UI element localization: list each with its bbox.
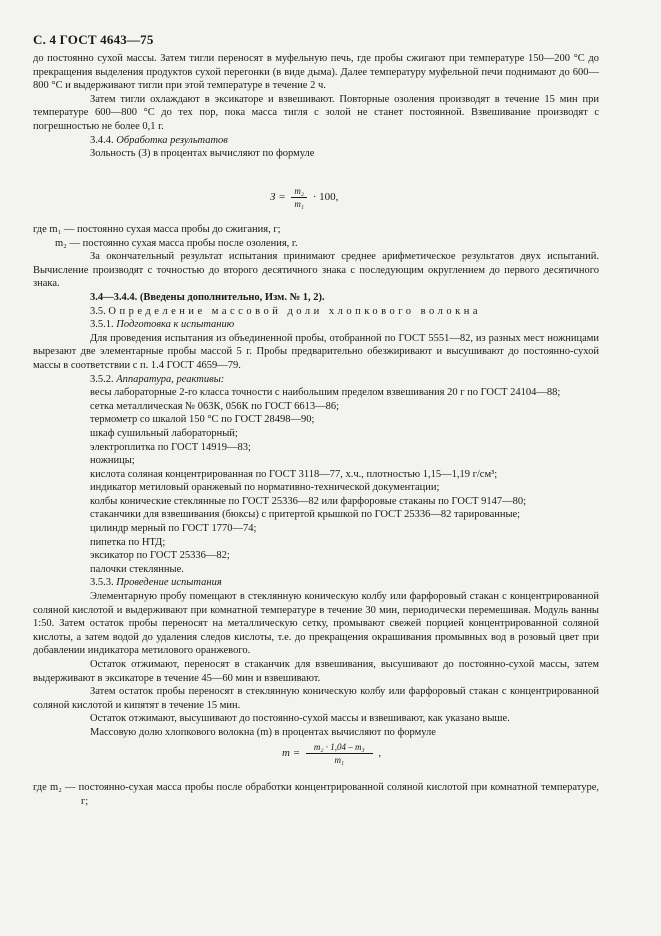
equipment-scales: весы лабораторные 2-го класса точности с наибольшим пределом взвешивания 20 г по ГОСТ 24104—88; [90, 387, 561, 399]
formula-fiber [282, 742, 381, 765]
equipment-item: шкаф сушильный лабораторный; [90, 427, 238, 439]
equipment-item: колбы конические стеклянные по ГОСТ 25336—82 или фарфоровые стаканы по ГОСТ 9147—80; [90, 495, 527, 507]
equipment-item: цилиндр мерный по ГОСТ 1770—74; [90, 523, 257, 535]
equipment-item: стаканчики для взвешивания (бюксы) с притертой крышкой по ГОСТ 25336—82 тарированные; [90, 509, 521, 521]
section-title: Аппаратура, реактивы: [116, 373, 225, 385]
equipment-item: электроплитка по ГОСТ 14919—83; [90, 441, 251, 453]
paragraph-squeeze-2: Остаток отжимают, высушивают до постоянно-сухой массы и взвешивают, как указано выше. [90, 713, 510, 725]
paragraph-fiber-intro: Массовую долю хлопкового волокна (m) в процентах вычисляют по формуле [90, 726, 436, 738]
section-number: 3.5.3. [90, 577, 114, 589]
where-m2: m₂ — постоянно сухая масса пробы после озоления, г. [55, 237, 298, 249]
top-block [33, 52, 599, 161]
section-3-5-2 [33, 373, 599, 387]
section-number: 3.5.1. [90, 319, 114, 331]
section-title: Обработка результатов [116, 134, 228, 146]
where-m1: где m₁ — постоянно сухая масса пробы до сжигания, г; [33, 224, 281, 235]
formula-numerator: m₂ · 1,04 – m₃ [306, 742, 373, 754]
section-number: 3.5. [90, 305, 106, 317]
formula-fraction [291, 186, 307, 209]
paragraph-procedure: Элементарную пробу помещают в стеклянную коническую колбу или фарфоровый стакан с концентрированной соляной кислотой и выдерживают при комнатной температуре в течение 30 мин, периодически перемешивая. Модуль ванны 1:50. Затем остаток пробы переносят на металлическую сетку, промывают свежей порцией концентрированной соляной кислоты, а затем водой до удаления следов кислоты, т.е. до прекращения окрашивания промывных вод в розовый цвет при добавлении индикатора метилового оранжевого. [33, 591, 599, 657]
section-3-4-4 [33, 134, 599, 148]
formula-numerator: m₂ [291, 186, 307, 198]
page-header: С. 4 ГОСТ 4643—75 [33, 32, 154, 47]
paragraph-boil: Затем остаток пробы переносят в стеклянную коническую колбу или фарфоровый стакан с концентрированной соляной кислотой и кипятят в течение 15 мин. [33, 686, 599, 711]
formula-rhs: , [378, 747, 382, 760]
footer-block [33, 781, 599, 808]
section-number: 3.4.4. [90, 134, 114, 146]
formula-denominator: m₁ [334, 755, 345, 765]
formula-denominator: m₁ [294, 199, 305, 209]
equipment-item: кислота соляная концентрированная по ГОСТ 3118—77, х.ч., плотностью 1,15—1,19 г/см³; [90, 468, 498, 480]
formula-lhs: m = [282, 747, 301, 760]
equipment-item: эксикатор по ГОСТ 25336—82; [90, 550, 230, 562]
equipment-item: палочки стеклянные. [90, 563, 184, 575]
formula-lhs: З = [270, 191, 286, 204]
section-number: 3.5.2. [90, 373, 114, 385]
paragraph-cooling: Затем тигли охлаждают в эксикаторе и взвешивают. Повторные озоления производят в течение 15 мин при температуре 600—800 °С до тех пор, пока масса тигля с золой не станет постоянной. Взвешивание производят с погрешностью не более 0,1 г. [33, 93, 599, 132]
paragraph-preparation: Для проведения испытания из объединенной пробы, отобранной по ГОСТ 5551—82, из разных мест ножницами вырезают две элементарные пробы массой 5 г. Пробы предварительно обезжиривают и высушивают до постоянно-сухой массы в соответствии с п. 1.4 ГОСТ 4659—79. [33, 332, 599, 371]
equipment-item: пипетка по НТД; [90, 536, 166, 548]
paragraph-continuation: до постоянно сухой массы. Затем тигли переносят в муфельную печь, где пробы сжигают при температуре 150—200 °С до прекращения выделения продуктов сухой перегонки (в виде дыма). Далее температуру муфельной печи поднимают до 600—800 °С и выдерживают тигли при этой температуре в течение 2 ч. [33, 53, 599, 92]
section-title: Проведение испытания [116, 577, 222, 589]
formula-fraction [306, 742, 373, 765]
section-title: Определение массовой доли хлопкового волокна [108, 305, 481, 317]
section-3-5-3 [33, 576, 599, 590]
equipment-item: термометр со шкалой 150 °С по ГОСТ 28498—90; [90, 414, 315, 426]
formula-ash [270, 186, 338, 209]
equipment-item: сетка металлическая № 063К, 056К по ГОСТ 6613—86; [90, 400, 340, 412]
section-3-5 [33, 305, 599, 319]
equipment-item: индикатор метиловый оранжевый по нормативно-технической документации; [90, 482, 440, 494]
amendment-note: 3.4—3.4.4. (Введены дополнительно, Изм. № 1, 2). [90, 291, 325, 303]
where-m2-final: где m₂ — постоянно-сухая масса пробы после обработки концентрированной соляной кислотой при комнатной температуре, г; [33, 782, 599, 807]
paragraph-final-result: За окончательный результат испытания принимают среднее арифметическое результатов двух испытаний. Вычисление производят с точностью до второго десятичного знака с последующим округлением до первого десятичного знака. [33, 251, 599, 290]
section-3-5-1 [33, 318, 599, 332]
section-title: Подготовка к испытанию [116, 319, 235, 331]
equipment-item: ножницы; [90, 455, 135, 467]
paragraph-ash-intro: Зольность (З) в процентах вычисляют по формуле [90, 148, 315, 160]
mid-block [33, 223, 599, 740]
formula-rhs: · 100, [312, 191, 339, 204]
paragraph-squeeze-1: Остаток отжимают, переносят в стаканчик для взвешивания, высушивают до постоянно-сухой массы, затем выдерживают в эксикаторе в течение 45—60 мин и взвешивают. [33, 659, 599, 684]
